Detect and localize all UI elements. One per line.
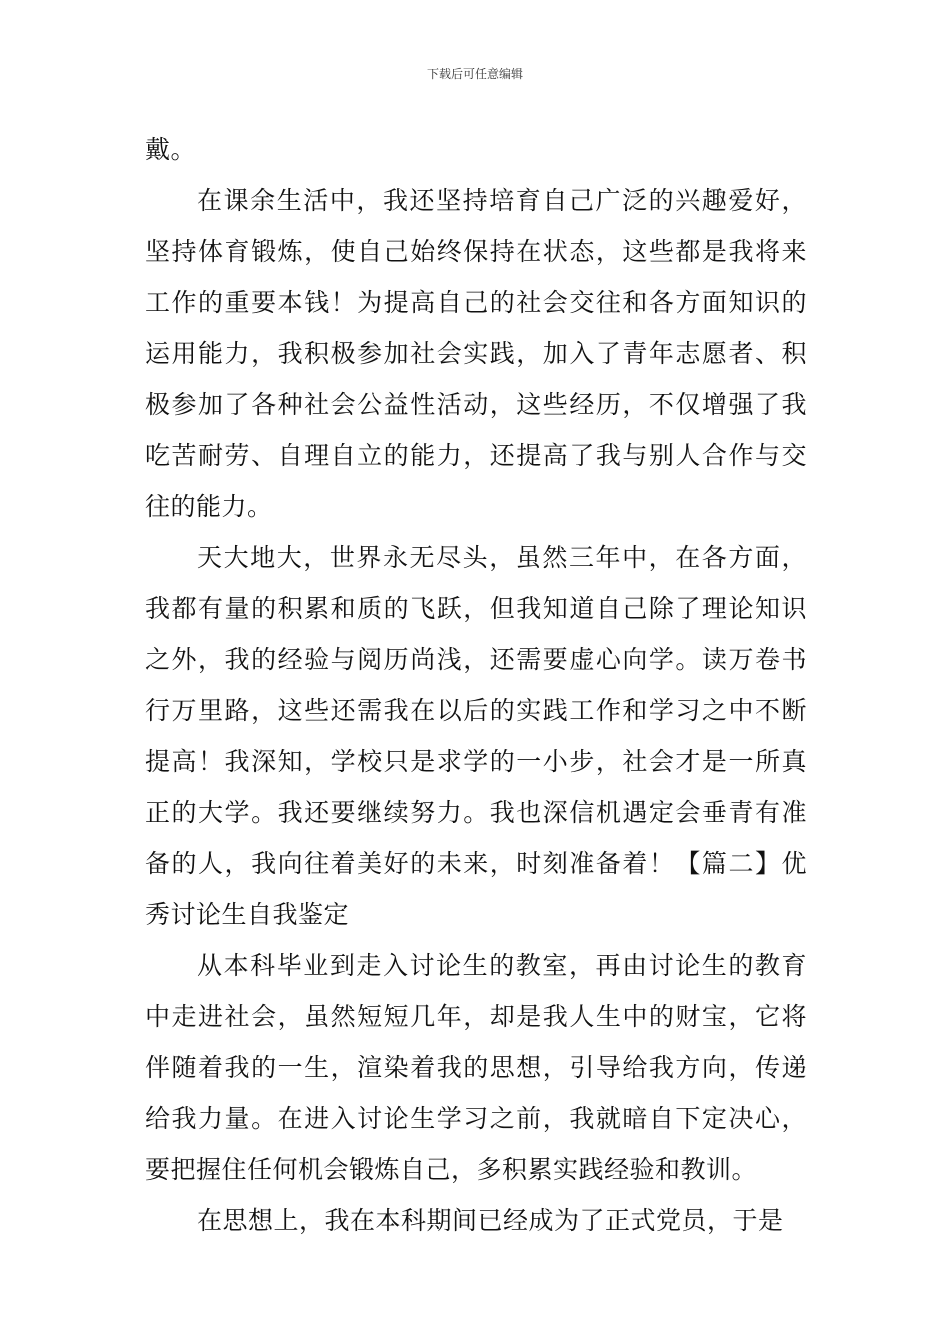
- paragraph-future: 天大地大，世界永无尽头，虽然三年中，在各方面，我都有量的积累和质的飞跃，但我知道自己除了理论知识之外，我的经验与阅历尚浅，还需要虚心向学。读万卷书行万里路，这些还需我在以后的实践工作和学习之中不断提高！我深知，学校只是求学的一小步，社会才是一所真正的大学。我还要继续努力。我也深信机遇定会垂青有准备的人，我向往着美好的未来，时刻准备着！【篇二】优秀讨论生自我鉴定: [145, 543, 807, 929]
- paragraph-continuation: 戴。: [145, 135, 197, 164]
- paragraph-extracurricular: 在课余生活中，我还坚持培育自己广泛的兴趣爱好，坚持体育锻炼，使自己始终保持在状态，这些都是我将来工作的重要本钱！为提高自己的社会交往和各方面知识的运用能力，我积极参加社会实践，加入了青年志愿者、积极参加了各种社会公益性活动，这些经历，不仅增强了我吃苦耐劳、自理自立的能力，还提高了我与别人合作与交往的能力。: [145, 186, 807, 521]
- document-body: [145, 124, 807, 1246]
- page-header: 下载后可任意编辑: [426, 67, 523, 81]
- paragraph-graduate-study: 从本科毕业到走入讨论生的教室，再由讨论生的教育中走进社会，虽然短短几年，却是我人生中的财宝，它将伴随着我的一生，渲染着我的思想，引导给我方向，传递给我力量。在进入讨论生学习之前，我就暗自下定决心，要把握住任何机会锻炼自己，多积累实践经验和教训。: [145, 951, 807, 1184]
- paragraph-ideology: 在思想上，我在本科期间已经成为了正式党员，于是: [197, 1206, 784, 1235]
